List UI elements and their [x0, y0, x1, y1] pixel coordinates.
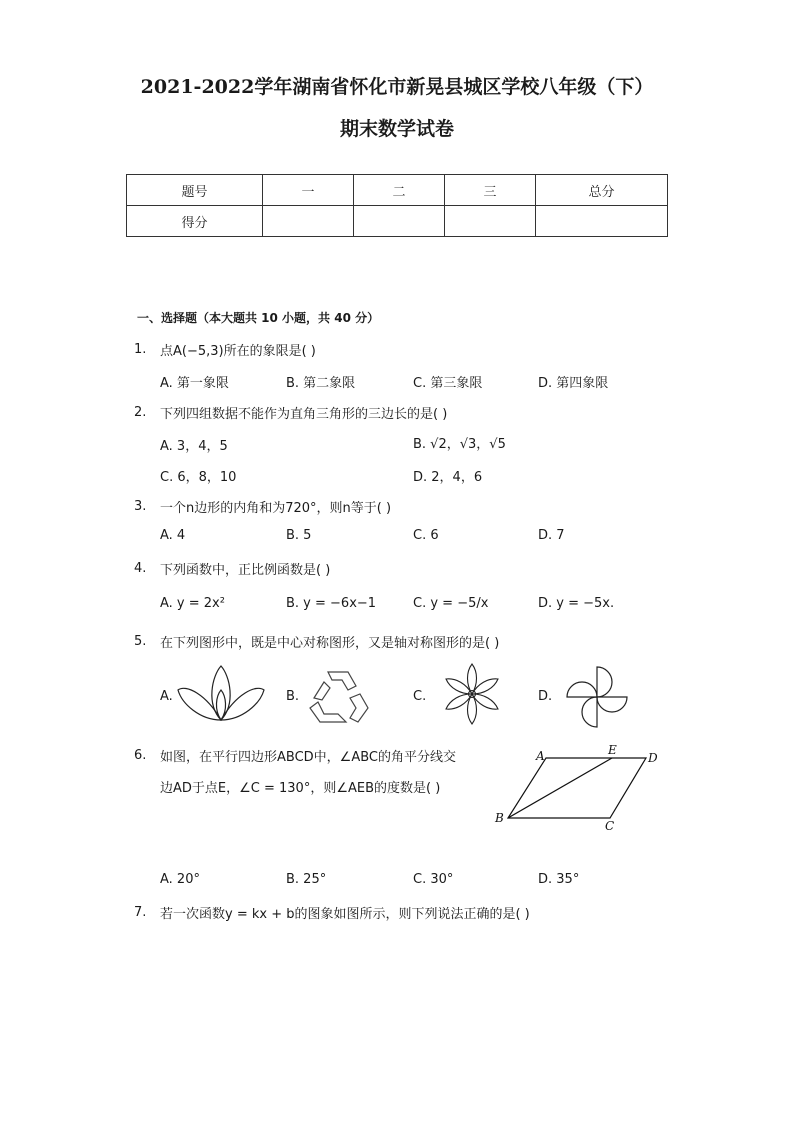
- score-input-cell[interactable]: [354, 206, 445, 237]
- question-number: 3.: [134, 499, 147, 514]
- score-table: [126, 174, 668, 237]
- option[interactable]: A. y = 2x²: [160, 596, 225, 611]
- table-cell: 一: [263, 175, 354, 206]
- option[interactable]: A.: [160, 689, 173, 704]
- option[interactable]: A. 3，4，5: [160, 439, 228, 454]
- score-table-score-row: [127, 206, 668, 237]
- question-stem-line2: 边AD于点E，∠C = 130°，则∠AEB的度数是( ): [160, 781, 441, 796]
- option[interactable]: C. 第三象限: [413, 376, 483, 391]
- option[interactable]: C. 6: [413, 528, 439, 543]
- option[interactable]: D.: [538, 689, 553, 704]
- parallelogram-figure: [490, 740, 670, 835]
- question-stem: 在下列图形中，既是中心对称图形，又是轴对称图形的是( ): [160, 636, 500, 651]
- section-heading: 一、选择题（本大题共 10 小题，共 40 分）: [137, 311, 380, 325]
- option[interactable]: D. 7: [538, 528, 565, 543]
- exam-title-line1: 2021-2022学年湖南省怀化市新晃县城区学校八年级（下）: [140, 76, 654, 98]
- table-cell: 二: [354, 175, 445, 206]
- table-cell: 题号: [127, 175, 263, 206]
- option[interactable]: C. y = −5/x: [413, 596, 489, 611]
- label-d: D: [648, 751, 658, 765]
- label-c: C: [605, 819, 615, 833]
- label-b: B: [495, 811, 504, 825]
- question-number: 1.: [134, 342, 147, 357]
- question-stem: 点A(−5,3)所在的象限是( ): [160, 344, 316, 359]
- option[interactable]: B. y = −6x−1: [286, 596, 377, 611]
- question-number: 2.: [134, 405, 147, 420]
- score-table-header-row: [127, 175, 668, 206]
- option[interactable]: C.: [413, 689, 427, 704]
- pinwheel-figure-icon: [564, 664, 630, 730]
- option[interactable]: A. 20°: [160, 872, 200, 887]
- table-cell: 得分: [127, 206, 263, 237]
- question-stem-line1: 如图，在平行四边形ABCD中，∠ABC的角平分线交: [160, 750, 456, 765]
- option[interactable]: C. 30°: [413, 872, 454, 887]
- label-a: A: [536, 749, 545, 763]
- question-stem: 下列四组数据不能作为直角三角形的三边长的是( ): [160, 407, 448, 422]
- option[interactable]: D. 第四象限: [538, 376, 609, 391]
- option[interactable]: B. √2，√3，√5: [413, 437, 506, 452]
- question-number: 6.: [134, 748, 147, 763]
- question-number: 7.: [134, 905, 147, 920]
- option[interactable]: D. 2，4，6: [413, 470, 483, 485]
- label-e: E: [608, 743, 617, 757]
- score-input-cell[interactable]: [445, 206, 536, 237]
- table-cell: 总分: [536, 175, 668, 206]
- option[interactable]: D. y = −5x.: [538, 596, 615, 611]
- question-number: 4.: [134, 561, 147, 576]
- score-input-cell[interactable]: [263, 206, 354, 237]
- question-stem: 若一次函数y = kx + b的图象如图所示，则下列说法正确的是( ): [160, 907, 530, 922]
- question-number: 5.: [134, 634, 147, 649]
- option[interactable]: A. 4: [160, 528, 186, 543]
- option[interactable]: B. 25°: [286, 872, 327, 887]
- option[interactable]: B. 5: [286, 528, 312, 543]
- option[interactable]: D. 35°: [538, 872, 580, 887]
- score-input-cell[interactable]: [536, 206, 668, 237]
- exam-title-line2: 期末数学试卷: [339, 118, 454, 140]
- question-stem: 一个n边形的内角和为720°，则n等于( ): [160, 501, 392, 516]
- recycle-triangle-figure-icon: [306, 668, 370, 724]
- lotus-figure-icon: [176, 664, 266, 724]
- option[interactable]: B. 第二象限: [286, 376, 356, 391]
- option[interactable]: B.: [286, 689, 300, 704]
- question-stem: 下列函数中，正比例函数是( ): [160, 563, 331, 578]
- option[interactable]: C. 6，8，10: [160, 470, 237, 485]
- table-cell: 三: [445, 175, 536, 206]
- option[interactable]: A. 第一象限: [160, 376, 229, 391]
- flower-figure-icon: [440, 662, 504, 726]
